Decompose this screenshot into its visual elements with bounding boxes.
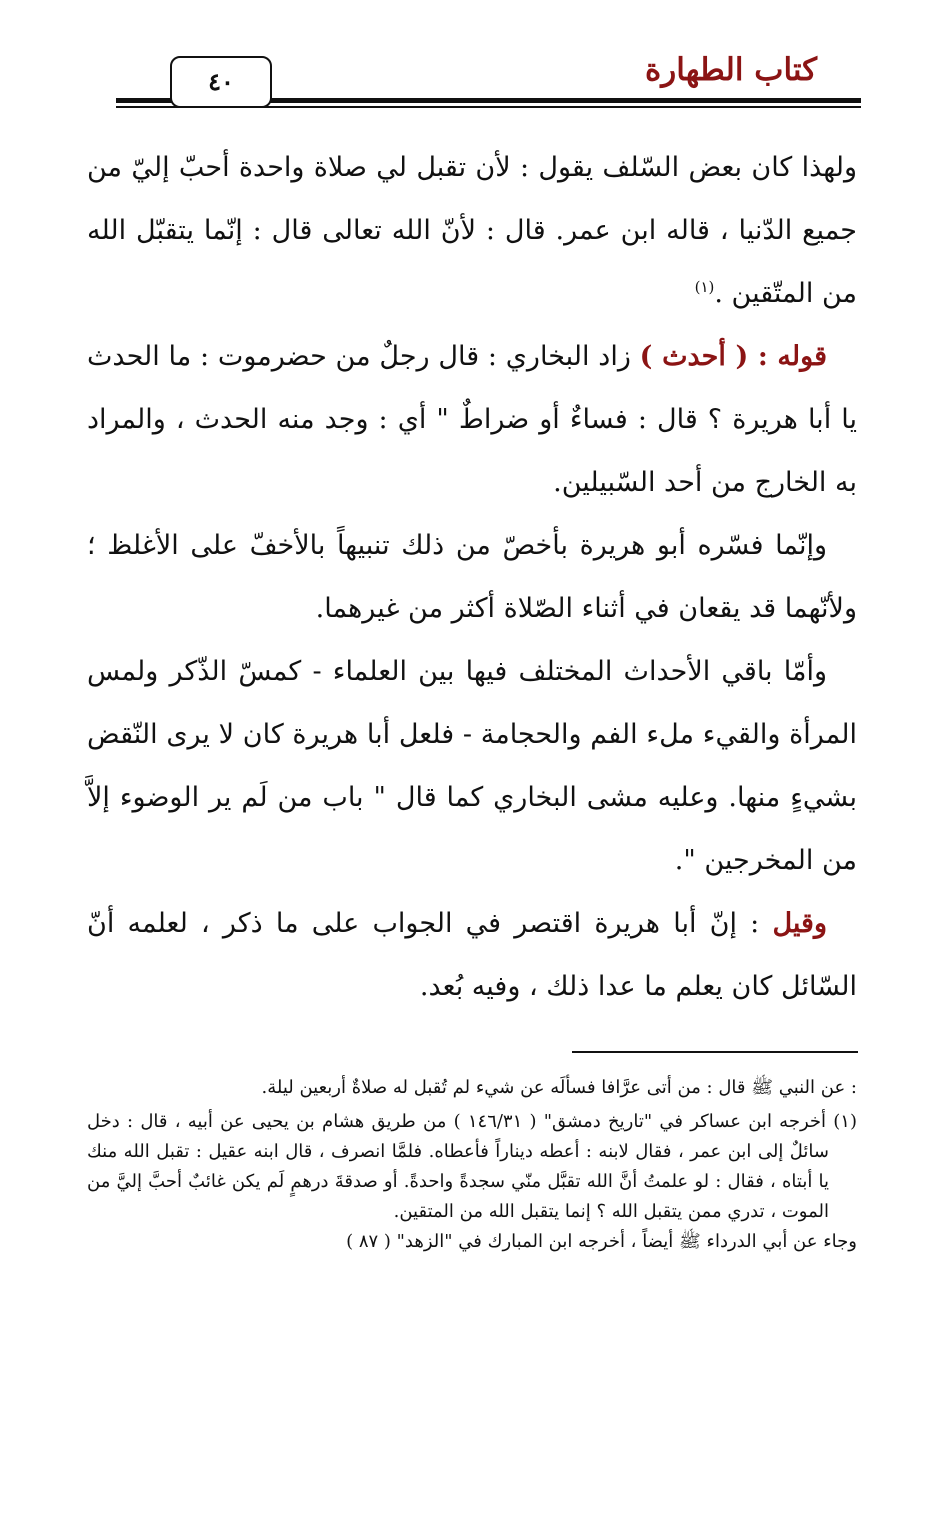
book-title: كتاب الطهارة (645, 52, 817, 88)
footnote-1: (١) أخرجه ابن عساكر في "تاريخ دمشق" ( ١٤٦/٣١ ) من طريق هشام بن يحيى عن أبيه ، قال : دخل سائلٌ إلى ابن عمر ، فقال لابنه : أعطه ديناراً فأعطاه. فلمَّا انصرف ، قال ابنه عقيل : تقبل الله منك يا أبتاه ، فقال : لو علمتُ أنَّ الله تقبَّل منّي سجدةً واحدةً. أو صدقةَ درهمٍ لَم يكن غائبٌ أحبَّ إليَّ من الموت ، تدري ممن يتقبل الله ؟ إنما يتقبل الله من المتقين. (87, 1111, 857, 1222)
footnote-1-continuation: وجاء عن أبي الدرداء ﷺ أيضاً ، أخرجه ابن المبارك في "الزهد" ( ٨٧ ) (346, 1231, 857, 1252)
paragraph-3: وإنّما فسّره أبو هريرة بأخصّ من ذلك تنبيهاً بالأخفّ على الأغلظ ؛ ولأنّهما قد يقعان في أثناء الصّلاة أكثر من غيرهما. (87, 530, 857, 624)
paragraph-5-text: : إنّ أبا هريرة اقتصر في الجواب على ما ذكر ، لعلمه أنّ السّائل كان يعلم ما عدا ذلك ، وفيه بُعد. (87, 908, 857, 1002)
paragraph-2-text: زاد البخاري : قال رجلٌ من حضرموت : ما الحدث يا أبا هريرة ؟ قال : فساءٌ أو ضراطٌ " أي : وجد منه الحدث ، والمراد به الخارج من أحد السّبيلين. (87, 341, 857, 498)
footnote-divider (572, 1051, 858, 1053)
footnotes (87, 1073, 857, 1257)
paragraph-5-label: وقيل (772, 908, 827, 939)
page-number: ٤٠ (170, 56, 272, 108)
footnote-carryover: : عن النبي ﷺ قال : من أتى عرَّافا فسألَه عن شيء لم تُقبل له صلاةٌ أربعين ليلة. (261, 1077, 857, 1098)
main-text (87, 136, 857, 1018)
paragraph-1-text: ولهذا كان بعض السّلف يقول : لأن تقبل لي صلاة واحدة أحبّ إليّ من جميع الدّنيا ، قاله ابن عمر. قال : لأنّ الله تعالى قال : إنّما يتقبّل الله من المتّقين . (87, 152, 857, 309)
paragraph-1 (87, 136, 857, 325)
paragraph-2-label: قوله : ( أحدث ) (639, 341, 827, 372)
paragraph-2 (87, 325, 857, 514)
paragraph-4: وأمّا باقي الأحداث المختلف فيها بين العلماء - كمسّ الذّكر ولمس المرأة والقيء ملء الفم والحجامة - فلعل أبا هريرة كان لا يرى النّقض بشيءٍ منها. وعليه مشى البخاري كما قال " باب من لَم ير الوضوء إلاَّ من المخرجين ". (87, 656, 857, 876)
footnote-ref-1: (١) (694, 278, 715, 296)
paragraph-5 (87, 892, 857, 1018)
